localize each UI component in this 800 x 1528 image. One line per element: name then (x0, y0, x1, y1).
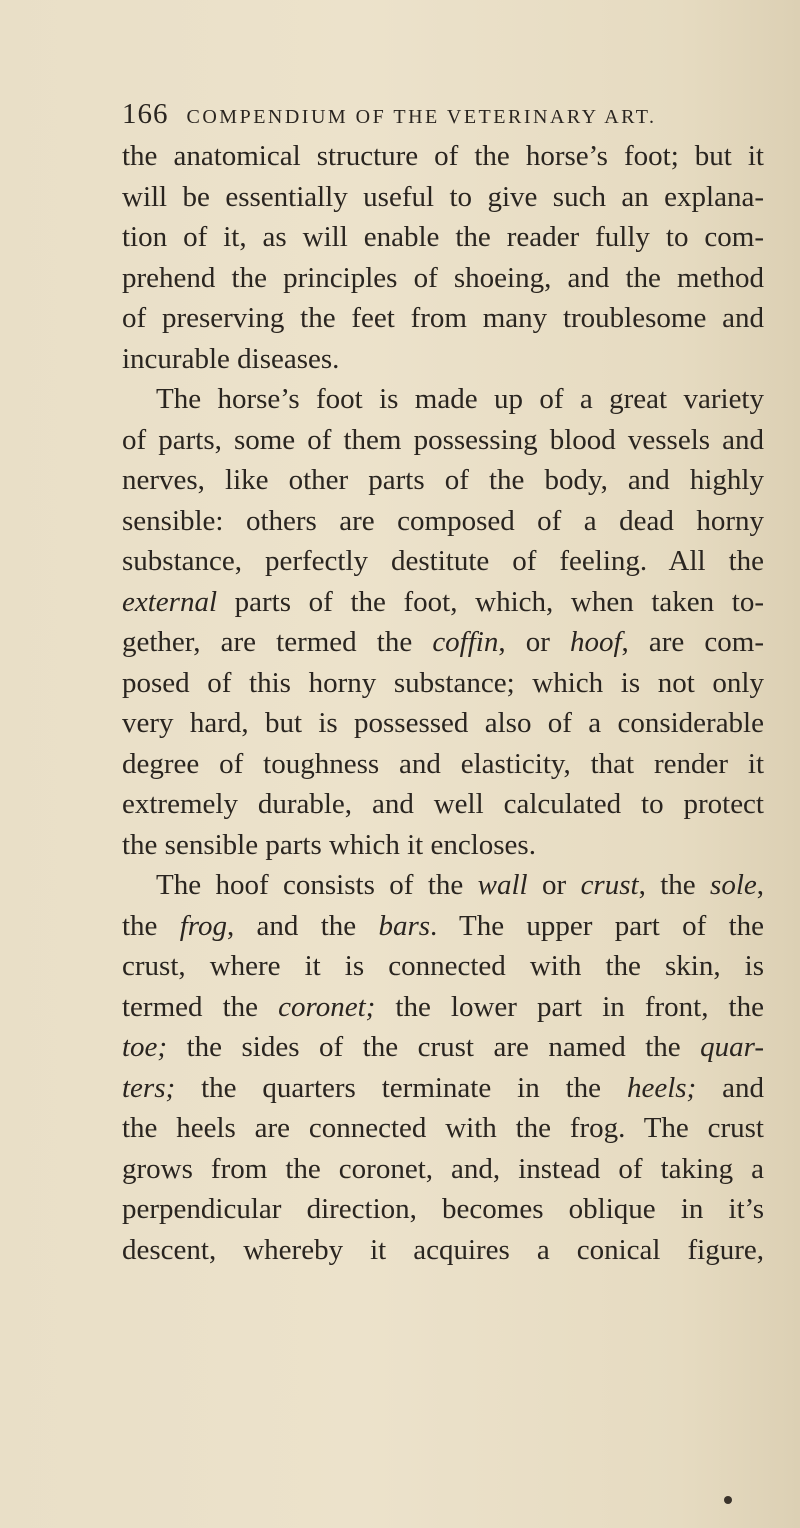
text-line (122, 784, 764, 825)
text-segment: gether, are termed the (122, 626, 433, 658)
text-segment: the sides of the crust are named the (167, 1031, 701, 1063)
italic-term: ters; (122, 1071, 176, 1104)
body-text (122, 136, 764, 1270)
text-segment: parts of the foot, which, when taken to- (217, 585, 764, 618)
text-segment: the sensible parts which it encloses. (122, 828, 536, 861)
text-segment: will be essentially useful to give such an explana- (122, 180, 764, 213)
text-line (122, 1108, 764, 1149)
text-segment: the quarters terminate in the (175, 1071, 627, 1104)
italic-term: coffin (432, 626, 499, 658)
text-line (122, 339, 764, 380)
text-line (122, 744, 764, 785)
text-line (122, 258, 764, 299)
text-segment: the anatomical structure of the horse’s foot; but it (122, 140, 764, 172)
text-segment: and (696, 1071, 764, 1104)
text-line (122, 703, 764, 744)
text-line (122, 177, 764, 218)
text-segment: the lower part in front, the (375, 990, 764, 1023)
italic-term: coronet; (278, 990, 376, 1023)
italic-term: quar- (700, 1031, 764, 1063)
text-line (122, 825, 764, 866)
italic-term: sole (710, 869, 757, 901)
text-segment: , (756, 869, 764, 901)
italic-term: frog (179, 909, 228, 942)
text-segment: substance, perfectly destitute of feeling. All the (122, 545, 764, 577)
text-segment: the (122, 909, 180, 942)
italic-term: heels; (626, 1071, 697, 1104)
text-segment: termed the (122, 990, 279, 1023)
italic-term: crust (580, 869, 639, 901)
text-line (122, 217, 764, 258)
text-segment: degree of toughness and elasticity, that render it (122, 747, 764, 780)
text-segment: sensible: others are composed of a dead horny (122, 504, 764, 537)
text-segment: grows from the coronet, and, instead of taking a (122, 1152, 764, 1185)
text-segment: of preserving the feet from many troublesome and (122, 302, 764, 334)
text-segment: the heels are connected with the frog. The crust (122, 1112, 764, 1144)
text-segment: perpendicular direction, becomes oblique in it’s (122, 1193, 764, 1225)
text-segment: or (527, 869, 581, 901)
text-segment: , or (498, 626, 570, 658)
text-segment: crust, where it is connected with the skin, is (122, 950, 764, 982)
text-line (122, 1189, 764, 1230)
text-line (122, 946, 764, 987)
text-segment: nerves, like other parts of the body, and highly (122, 464, 764, 496)
text-line (122, 663, 764, 704)
text-segment: The horse’s foot is made up of a great variety (156, 383, 764, 415)
text-segment: , and the (227, 909, 379, 942)
text-line (122, 136, 764, 177)
page-number: 166 (122, 98, 169, 130)
italic-term: hoof (569, 626, 622, 658)
text-line (122, 460, 764, 501)
text-segment: incurable diseases. (122, 342, 340, 375)
text-line (122, 622, 764, 663)
running-title: COMPENDIUM OF THE VETERINARY ART. (186, 106, 657, 128)
text-line (122, 541, 764, 582)
text-segment: prehend the principles of shoeing, and the method (122, 261, 764, 294)
text-segment: . The upper part of the (430, 909, 765, 942)
text-segment: , the (638, 869, 711, 901)
text-line (122, 906, 764, 947)
text-segment: extremely durable, and well calculated to protect (122, 788, 764, 820)
text-line (122, 1027, 764, 1068)
text-line (122, 1149, 764, 1190)
text-line (122, 865, 764, 906)
text-line (122, 379, 764, 420)
text-segment: posed of this horny substance; which is not only (122, 666, 764, 699)
text-segment: very hard, but is possessed also of a considerable (122, 707, 764, 739)
text-segment: of parts, some of them possessing blood vessels and (122, 423, 764, 456)
text-segment: descent, whereby it acquires a conical figure, (122, 1233, 764, 1266)
italic-term: wall (477, 869, 528, 901)
italic-term: bars (378, 909, 431, 942)
text-line (122, 298, 764, 339)
text-segment: tion of it, as will enable the reader fully to com- (122, 221, 764, 253)
italic-term: toe; (122, 1031, 168, 1063)
text-line (122, 501, 764, 542)
text-line (122, 987, 764, 1028)
text-line (122, 420, 764, 461)
text-segment: , are com- (621, 626, 764, 658)
text-line (122, 582, 764, 623)
text-segment: The hoof consists of the (156, 869, 478, 901)
ink-mark (724, 1496, 732, 1504)
text-line (122, 1068, 764, 1109)
running-header (122, 98, 782, 131)
italic-term: external (122, 585, 218, 618)
text-line (122, 1230, 764, 1271)
